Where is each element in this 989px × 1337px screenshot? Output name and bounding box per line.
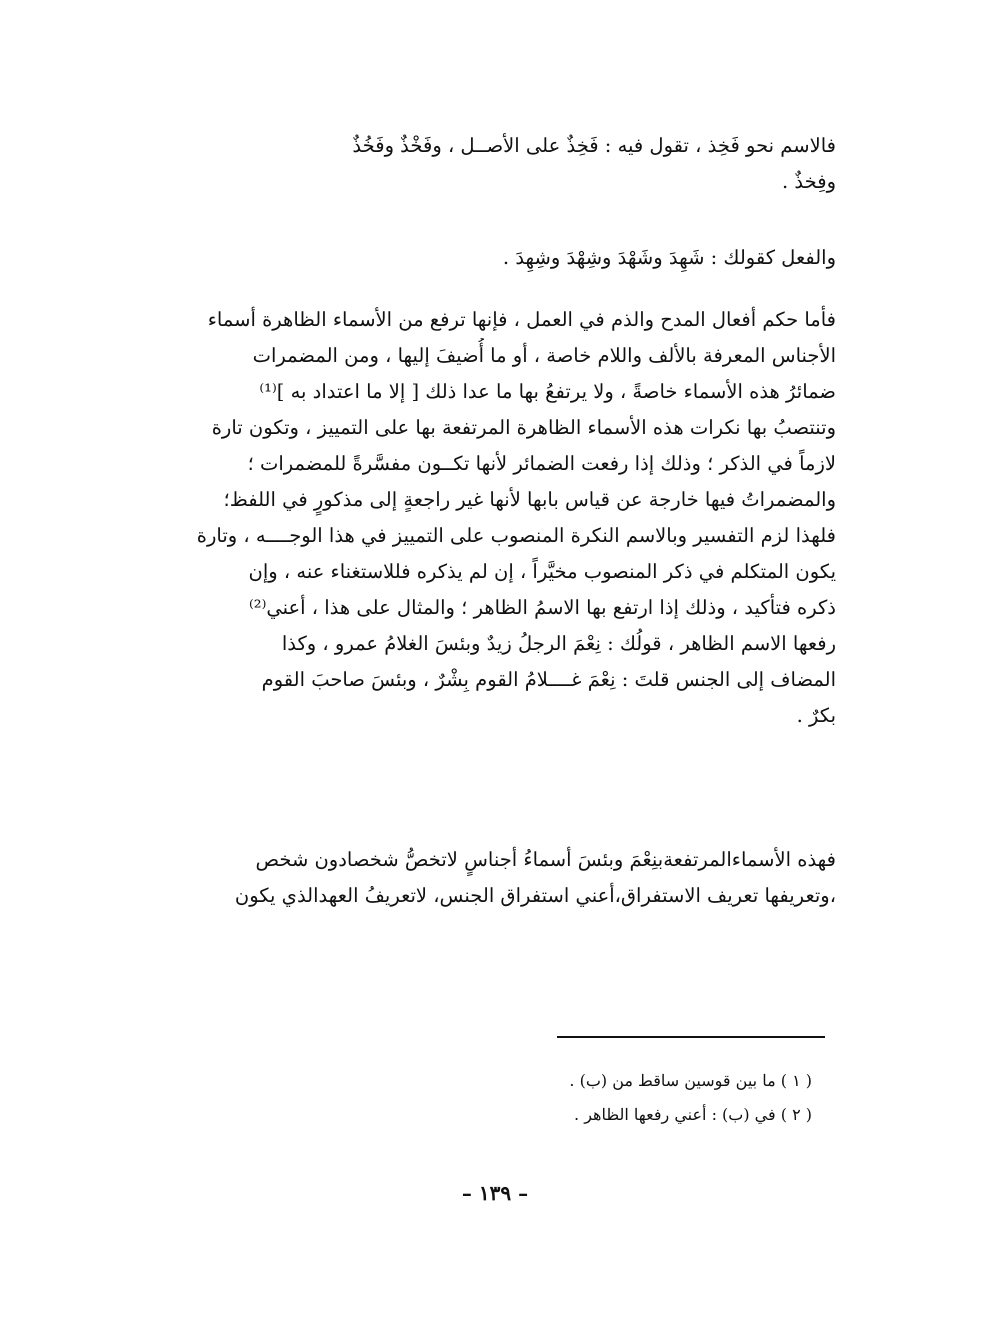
text-line: فأما حكم أفعال المدح والذم في العمل ، فإنها ترفع من الأسماء الظاهرة أسماء xyxy=(207,308,836,331)
text-line: رفعها الاسم الظاهر ، قولُك : نِعْمَ الرجلُ زيدٌ وبئسَ الغلامُ عمرو ، وكذا xyxy=(281,632,836,655)
footnotes xyxy=(460,1064,812,1132)
paragraph-conclusion xyxy=(150,842,836,914)
text-line: المضاف إلى الجنس قلتَ : نِعْمَ غــــلامُ القوم بِشْرٌ ، وبئسَ صاحبَ القوم xyxy=(261,668,836,691)
text-line: لازماً في الذكر ؛ وذلك إذا رفعت الضمائر لأنها تكــون مفسَّرةً للمضمرات ؛ xyxy=(247,452,836,475)
text-line: ،وتعريفها تعريف الاستفراق،أعني استفراق الجنس، لاتعريفُ العهدالذي يكون xyxy=(234,884,836,907)
page-number: – ١٣٩ – xyxy=(461,1181,529,1205)
text-line: الأجناس المعرفة بالألف واللام خاصة ، أو ما أُضيفَ إليها ، ومن المضمرات xyxy=(252,344,836,367)
text-line: بكرٌ . xyxy=(796,704,836,727)
text-line: فلهذا لزم التفسير وبالاسم النكرة المنصوب على التمييز في هذا الوجــــه ، وتارة xyxy=(196,524,836,547)
text-line: وتنتصبُ بها نكرات هذه الأسماء الظاهرة المرتفعة بها على التمييز ، وتكون تارة xyxy=(211,416,836,439)
text-line: فهذه الأسماءالمرتفعةبنِعْمَ وبئسَ أسماءُ أجناسٍ لاتخصُّ شخصادون شخص xyxy=(255,848,836,871)
text-line: فالاسم نحو فَخِذ ، تقول فيه : فَخِذٌ على الأصــل ، وفَخْذٌ وفَخُذٌ xyxy=(352,134,836,157)
text-line: ضمائرُ هذه الأسماء خاصةً ، ولا يرتفعُ بها ما عدا ذلك [ إلا ما اعتداد به ]⁽¹⁾ xyxy=(259,380,836,403)
footnote-2: ( ٢ ) في (ب) : أعني رفعها الظاهر . xyxy=(574,1105,812,1124)
text-line: والمضمراتُ فيها خارجة عن قياس بابها لأنها غير راجعةٍ إلى مذكورٍ في اللفظ؛ xyxy=(223,488,836,511)
text-line: يكون المتكلم في ذكر المنصوب مخيَّراً ، إن لم يذكره فللاستغناء عنه ، وإن xyxy=(248,560,836,583)
footnote-divider xyxy=(557,1036,825,1038)
footnote-1: ( ١ ) ما بين قوسين ساقط من (ب) . xyxy=(569,1071,812,1090)
text-line: وفِخذٌ . xyxy=(782,170,836,193)
text-line: ذكره فتأكيد ، وذلك إذا ارتفع بها الاسمُ الظاهر ؛ والمثال على هذا ، أعني⁽²⁾ xyxy=(248,596,836,619)
paragraph-verb-example xyxy=(150,240,836,276)
text-line: والفعل كقولك : شَهِدَ وشَهْدَ وشِهْدَ وشِهِدَ . xyxy=(502,246,836,269)
paragraph-noun-example xyxy=(150,128,836,200)
paragraph-praise-blame-verbs xyxy=(150,302,836,734)
